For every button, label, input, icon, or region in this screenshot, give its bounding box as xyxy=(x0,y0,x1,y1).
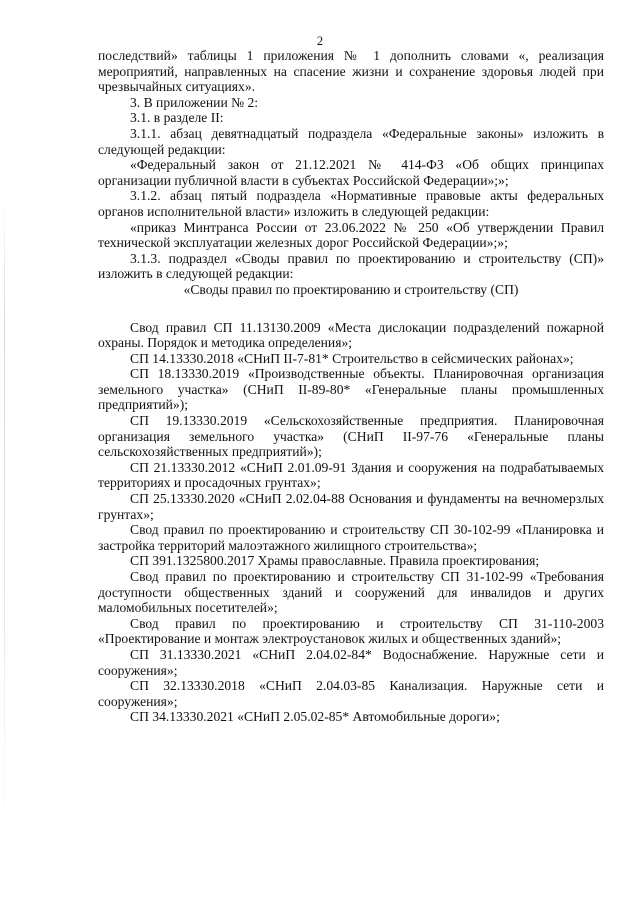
list-item: СП 391.1325800.2017 Храмы православные. Правила проектирования; xyxy=(130,553,540,569)
list-item: СП 18.13330.2019 «Производственные объекты. Планировочная организация земельного участка» (СНиП II-89-80* «Генеральные планы промышленных предприятий»); xyxy=(98,366,604,413)
paragraph-section-2: 3.1. в разделе II: xyxy=(130,110,224,126)
list-item: Свод правил по проектированию и строительству СП 31-110-2003 «Проектирование и монтаж электроустановок жилых и общественных зданий»; xyxy=(98,615,604,647)
paragraph-3-1-2: 3.1.2. абзац пятый подраздела «Нормативные правовые акты федеральных органов исполнительной власти» изложить в следующей редакции: xyxy=(98,188,604,219)
list-item: СП 21.13330.2012 «СНиП 2.01.09-91 Здания и сооружения на подрабатываемых территориях и просадочных грунтах»; xyxy=(98,459,604,491)
list-item: СП 19.13330.2019 «Сельскохозяйственные предприятия. Планировочная организация земельного участка» (СНиП II-97-76 «Генеральные планы сельскохозяйственных предприятий»); xyxy=(98,413,604,460)
page-number: 2 xyxy=(316,34,324,48)
paragraph-mintrans-order: «приказ Минтранса России от 23.06.2022 № 250 «Об утверждении Правил технической эксплуатации железных дорог Российской Федерации»;»; xyxy=(98,219,604,251)
list-item: Свод правил по проектированию и строительству СП 31-102-99 «Требования доступности общественных зданий и сооружений для инвалидов и других маломобильных посетителей»; xyxy=(98,569,604,616)
paragraph-3-1-1: 3.1.1. абзац девятнадцатый подраздела «Федеральные законы» изложить в следующей редакции: xyxy=(98,125,604,157)
list-item: СП 25.13330.2020 «СНиП 2.02.04-88 Основания и фундаменты на вечномерзлых грунтах»; xyxy=(98,491,604,522)
paragraph-appendix-2: 3. В приложении № 2: xyxy=(130,94,259,110)
spacer xyxy=(98,298,604,320)
list-item: СП 31.13330.2021 «СНиП 2.04.02-84* Водоснабжение. Наружные сети и сооружения»; xyxy=(98,646,604,678)
document-body xyxy=(98,48,604,725)
paragraph-continuation: последствий» таблицы 1 приложения № 1 дополнить словами «, реализация мероприятий, направленных на спасение жизни и сохранение здоровья людей при чрезвычайных ситуациях». xyxy=(98,48,604,95)
subsection-heading: «Своды правил по проектированию и строительству (СП) xyxy=(183,281,519,297)
paragraph-federal-law: «Федеральный закон от 21.12.2021 № 414-ФЗ «Об общих принципах организации публичной власти в субъектах Российской Федерации»;»; xyxy=(98,157,604,188)
list-item: СП 14.13330.2018 «СНиП II-7-81* Строительство в сейсмических районах»; xyxy=(130,350,574,366)
paragraph-3-1-3: 3.1.3. подраздел «Своды правил по проектированию и строительству (СП)» изложить в следующей редакции: xyxy=(98,250,604,282)
list-item: СП 34.13330.2021 «СНиП 2.05.02-85* Автомобильные дороги»; xyxy=(130,709,500,725)
scan-edge-shadow xyxy=(4,200,5,840)
list-item: Свод правил СП 11.13130.2009 «Места дислокации подразделений пожарной охраны. Порядок и методика определения»; xyxy=(98,319,604,351)
list-item: СП 32.13330.2018 «СНиП 2.04.03-85 Канализация. Наружные сети и сооружения»; xyxy=(98,678,604,709)
list-item: Свод правил по проектированию и строительству СП 30-102-99 «Планировка и застройка территорий малоэтажного жилищного строительства»; xyxy=(98,522,604,553)
